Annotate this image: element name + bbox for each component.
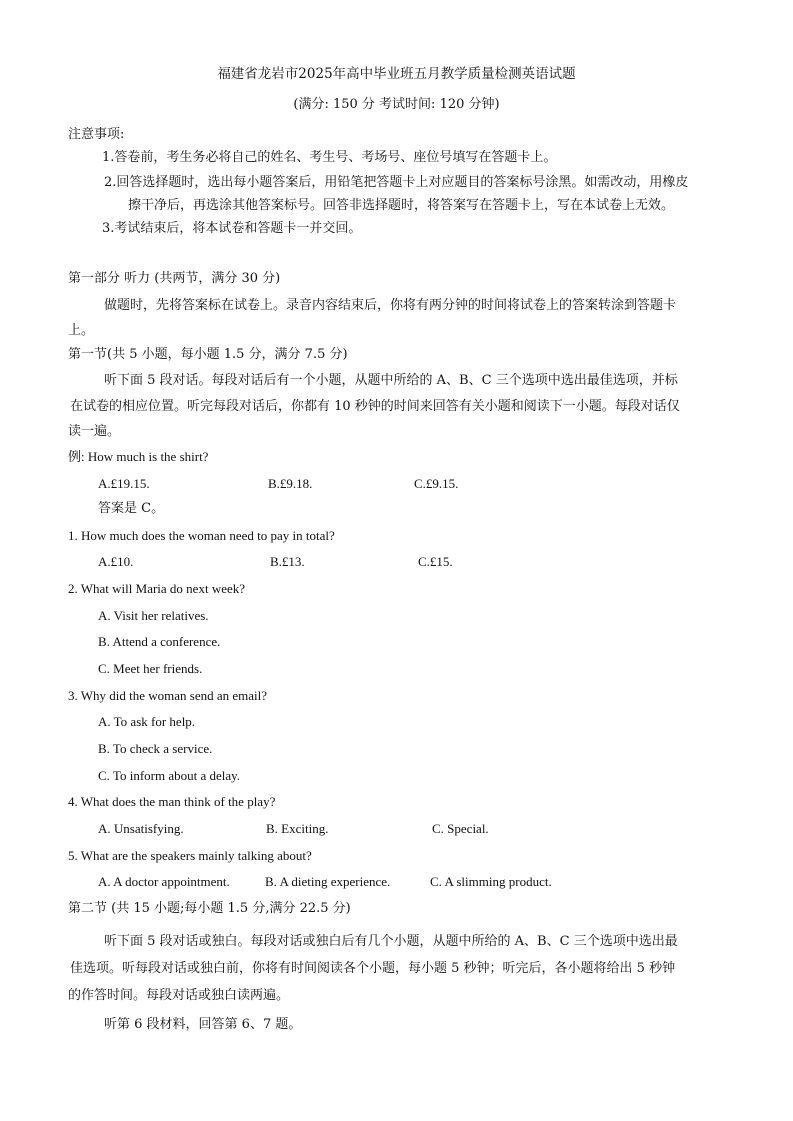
question-3-stem: 3. Why did the woman send an email? — [68, 688, 268, 703]
question-1-option-a: A.£10. — [98, 554, 134, 569]
question-2-option-c: C. Meet her friends. — [98, 661, 203, 676]
part1-heading: 第一部分 听力 (共两节，满分 30 分) — [68, 271, 281, 286]
section1-intro-line-3: 读一遍。 — [68, 424, 121, 439]
question-1-stem: 1. How much does the woman need to pay in total? — [68, 528, 335, 543]
example-question: 例: How much is the shirt? — [68, 449, 209, 464]
notice-item-1: 1.答卷前，考生务必将自己的姓名、考生号、考场号、座位号填写在答题卡上。 — [102, 150, 557, 165]
material-6-instruction: 听第 6 段材料，回答第 6、7 题。 — [104, 1017, 302, 1032]
question-4-option-c: C. Special. — [432, 821, 489, 836]
question-5-option-b: B. A dieting experience. — [265, 874, 391, 889]
example-option-b: B.£9.18. — [268, 476, 313, 491]
question-4-stem: 4. What does the man think of the play? — [68, 794, 276, 809]
question-1-option-b: B.£13. — [270, 554, 305, 569]
section2-heading: 第二节 (共 15 小题;每小题 1.5 分,满分 22.5 分) — [68, 901, 351, 916]
exam-title: 福建省龙岩市2025年高中毕业班五月教学质量检测英语试题 — [217, 66, 576, 82]
exam-subtitle: (满分: 150 分 考试时间: 120 分钟) — [293, 97, 500, 112]
section2-intro-line-3: 的作答时间。每段对话或独白读两遍。 — [68, 988, 290, 1003]
question-1-option-c: C.£15. — [418, 554, 453, 569]
question-5-option-a: A. A doctor appointment. — [98, 874, 230, 889]
section2-intro-line-1: 听下面 5 段对话或独白。每段对话或独白后有几个小题，从题中所给的 A、B、C 三个选项中选出最 — [104, 934, 678, 949]
example-option-a: A.£19.15. — [98, 476, 150, 491]
section2-intro-line-2: 佳选项。听每段对话或独白前，你将有时间阅读各个小题，每小题 5 秒钟；听完后，各小题将给出 5 秒钟 — [70, 961, 676, 976]
example-option-c: C.£9.15. — [414, 476, 459, 491]
section1-heading: 第一节(共 5 小题，每小题 1.5 分，满分 7.5 分) — [68, 347, 348, 362]
section1-intro-line-2: 在试卷的相应位置。听完每段对话后，你都有 10 秒钟的时间来回答有关小题和阅读下一小题。每段对话仅 — [70, 399, 680, 414]
section1-intro-line-1: 听下面 5 段对话。每段对话后有一个小题，从题中所给的 A、B、C 三个选项中选出最佳选项，并标 — [104, 373, 678, 388]
question-2-stem: 2. What will Maria do next week? — [68, 581, 246, 596]
question-5-option-c: C. A slimming product. — [430, 874, 552, 889]
part1-intro-line-1: 做题时，先将答案标在试卷上。录音内容结束后，你将有两分钟的时间将试卷上的答案转涂到答题卡 — [104, 298, 677, 313]
question-3-option-b: B. To check a service. — [98, 741, 213, 756]
notice-item-2-line-2: 擦干净后，再选涂其他答案标号。回答非选择题时，将答案写在答题卡上，写在本试卷上无效。 — [128, 198, 675, 213]
notice-item-2-line-1: 2.回答选择题时，选出每小题答案后，用铅笔把答题卡上对应题目的答案标号涂黑。如需改动，用橡皮 — [104, 175, 689, 190]
notice-item-3: 3.考试结束后，将本试卷和答题卡一并交回。 — [102, 221, 362, 236]
question-5-stem: 5. What are the speakers mainly talking about? — [68, 848, 312, 863]
question-2-option-a: A. Visit her relatives. — [98, 608, 209, 623]
question-4-option-a: A. Unsatisfying. — [98, 821, 184, 836]
question-4-option-b: B. Exciting. — [266, 821, 329, 836]
question-3-option-c: C. To inform about a delay. — [98, 768, 241, 783]
example-answer: 答案是 C。 — [98, 501, 165, 516]
notice-heading: 注意事项: — [68, 127, 125, 142]
question-2-option-b: B. Attend a conference. — [98, 634, 221, 649]
part1-intro-line-2: 上。 — [68, 323, 95, 338]
question-3-option-a: A. To ask for help. — [98, 714, 196, 729]
